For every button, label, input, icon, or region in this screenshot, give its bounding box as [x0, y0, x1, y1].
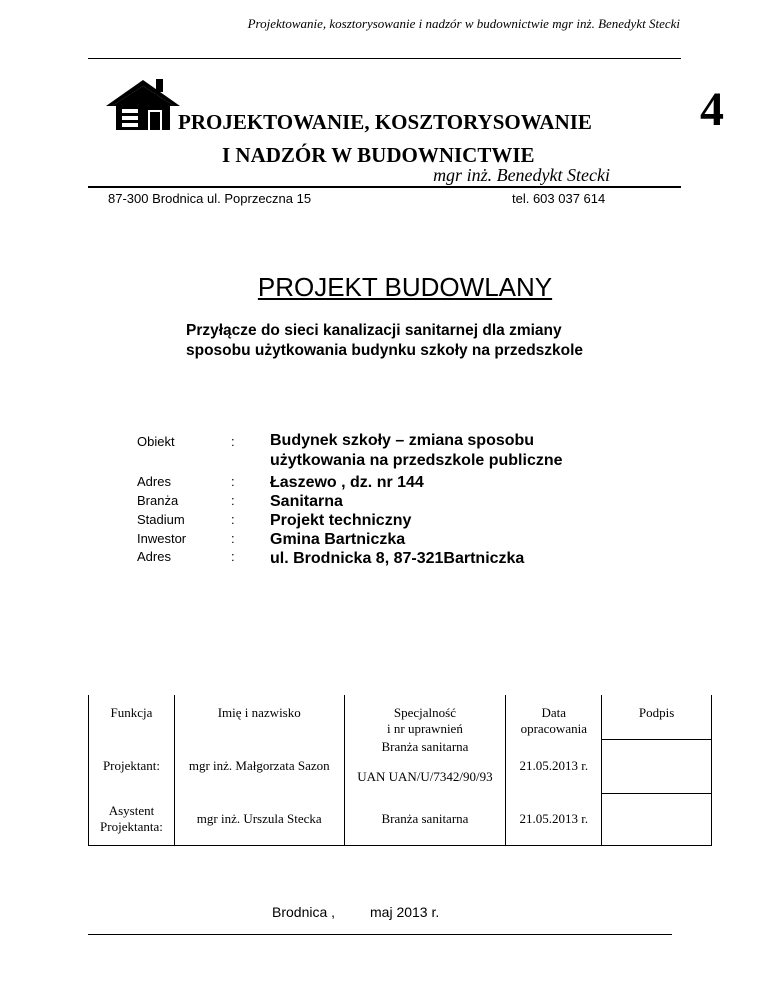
table-row	[89, 739, 712, 793]
document-subtitle-line2: sposobu użytkowania budynku szkoły na przedszkole	[186, 342, 584, 359]
company-name-line2: I NADZÓR W BUDOWNICTWIE	[222, 143, 535, 167]
footer-place: Brodnica ,	[272, 904, 336, 920]
row-specialty	[344, 739, 506, 793]
section-number: 4	[700, 83, 724, 136]
info-label-branch: Branża	[137, 493, 179, 508]
company-phone: tel. 603 037 614	[512, 191, 606, 206]
row-signature	[602, 739, 712, 793]
info-value-address: Łaszewo , dz. nr 144	[270, 474, 424, 491]
company-address: 87-300 Brodnica ul. Poprzeczna 15	[108, 191, 312, 206]
row-date: 21.05.2013 r.	[506, 739, 602, 793]
info-value-object-line2: użytkowania na przedszkole publiczne	[270, 452, 563, 469]
info-colon: :	[231, 434, 235, 449]
company-owner: mgr inż. Benedykt Stecki	[433, 165, 610, 185]
footer-date: maj 2013 r.	[370, 904, 440, 920]
row-specialty-branch: Branża sanitarna	[381, 739, 469, 754]
header-date-line2: opracowania	[520, 721, 587, 736]
header-signature: Podpis	[602, 695, 712, 739]
info-colon: :	[231, 549, 235, 564]
info-value-stage: Projekt techniczny	[270, 512, 412, 529]
info-value-object-line1: Budynek szkoły – zmiana sposobu	[270, 432, 535, 449]
info-label-investor-address: Adres	[137, 549, 171, 564]
header-specialty	[344, 695, 506, 739]
info-value-object	[270, 431, 563, 471]
row-name: mgr inż. Małgorzata Sazon	[174, 739, 344, 793]
document-subtitle-line1: Przyłącze do sieci kanalizacji sanitarnej dla zmiany	[186, 322, 562, 339]
document-subtitle	[186, 321, 583, 361]
company-rule	[88, 186, 681, 188]
row-function: Projektant:	[89, 739, 175, 793]
info-label-address: Adres	[137, 474, 171, 489]
header-function: Funkcja	[89, 695, 175, 739]
info-colon: :	[231, 531, 235, 546]
info-value-investor-address: ul. Brodnicka 8, 87-321Bartniczka	[270, 550, 525, 567]
row-function-line1: Asystent	[108, 802, 155, 818]
row-specialty-license: UAN UAN/U/7342/90/93	[357, 769, 493, 784]
info-label-investor: Inwestor	[137, 531, 187, 546]
company-name-line1: PROJEKTOWANIE, KOSZTORYSOWANIE	[178, 110, 592, 134]
header-name: Imię i nazwisko	[174, 695, 344, 739]
header-specialty-line1: Specjalność	[393, 705, 456, 720]
table-row	[89, 793, 712, 845]
info-label-object: Obiekt	[137, 434, 175, 449]
footer-rule	[88, 934, 672, 935]
info-colon: :	[231, 512, 235, 527]
header-specialty-line2: i nr uprawnień	[387, 721, 463, 736]
info-label-stage: Stadium	[137, 512, 185, 527]
header-date-line1: Data	[541, 705, 567, 720]
running-header: Projektowanie, kosztorysowanie i nadzór w budownictwie mgr inż. Benedykt Stecki	[247, 16, 680, 31]
info-colon: :	[231, 493, 235, 508]
row-signature	[602, 793, 712, 845]
staff-table-header	[89, 695, 712, 739]
header-rule	[88, 58, 681, 59]
document-title: PROJEKT BUDOWLANY	[257, 272, 553, 302]
info-colon: :	[231, 474, 235, 489]
staff-table	[88, 695, 712, 846]
row-function-line2: Projektanta:	[100, 818, 163, 834]
header-date	[506, 695, 602, 739]
row-function	[89, 793, 175, 845]
info-value-branch: Sanitarna	[270, 493, 343, 510]
house-logo-icon	[104, 76, 182, 132]
row-name: mgr inż. Urszula Stecka	[174, 793, 344, 845]
row-date: 21.05.2013 r.	[506, 793, 602, 845]
row-specialty: Branża sanitarna	[344, 793, 506, 845]
info-value-investor: Gmina Bartniczka	[270, 531, 406, 548]
